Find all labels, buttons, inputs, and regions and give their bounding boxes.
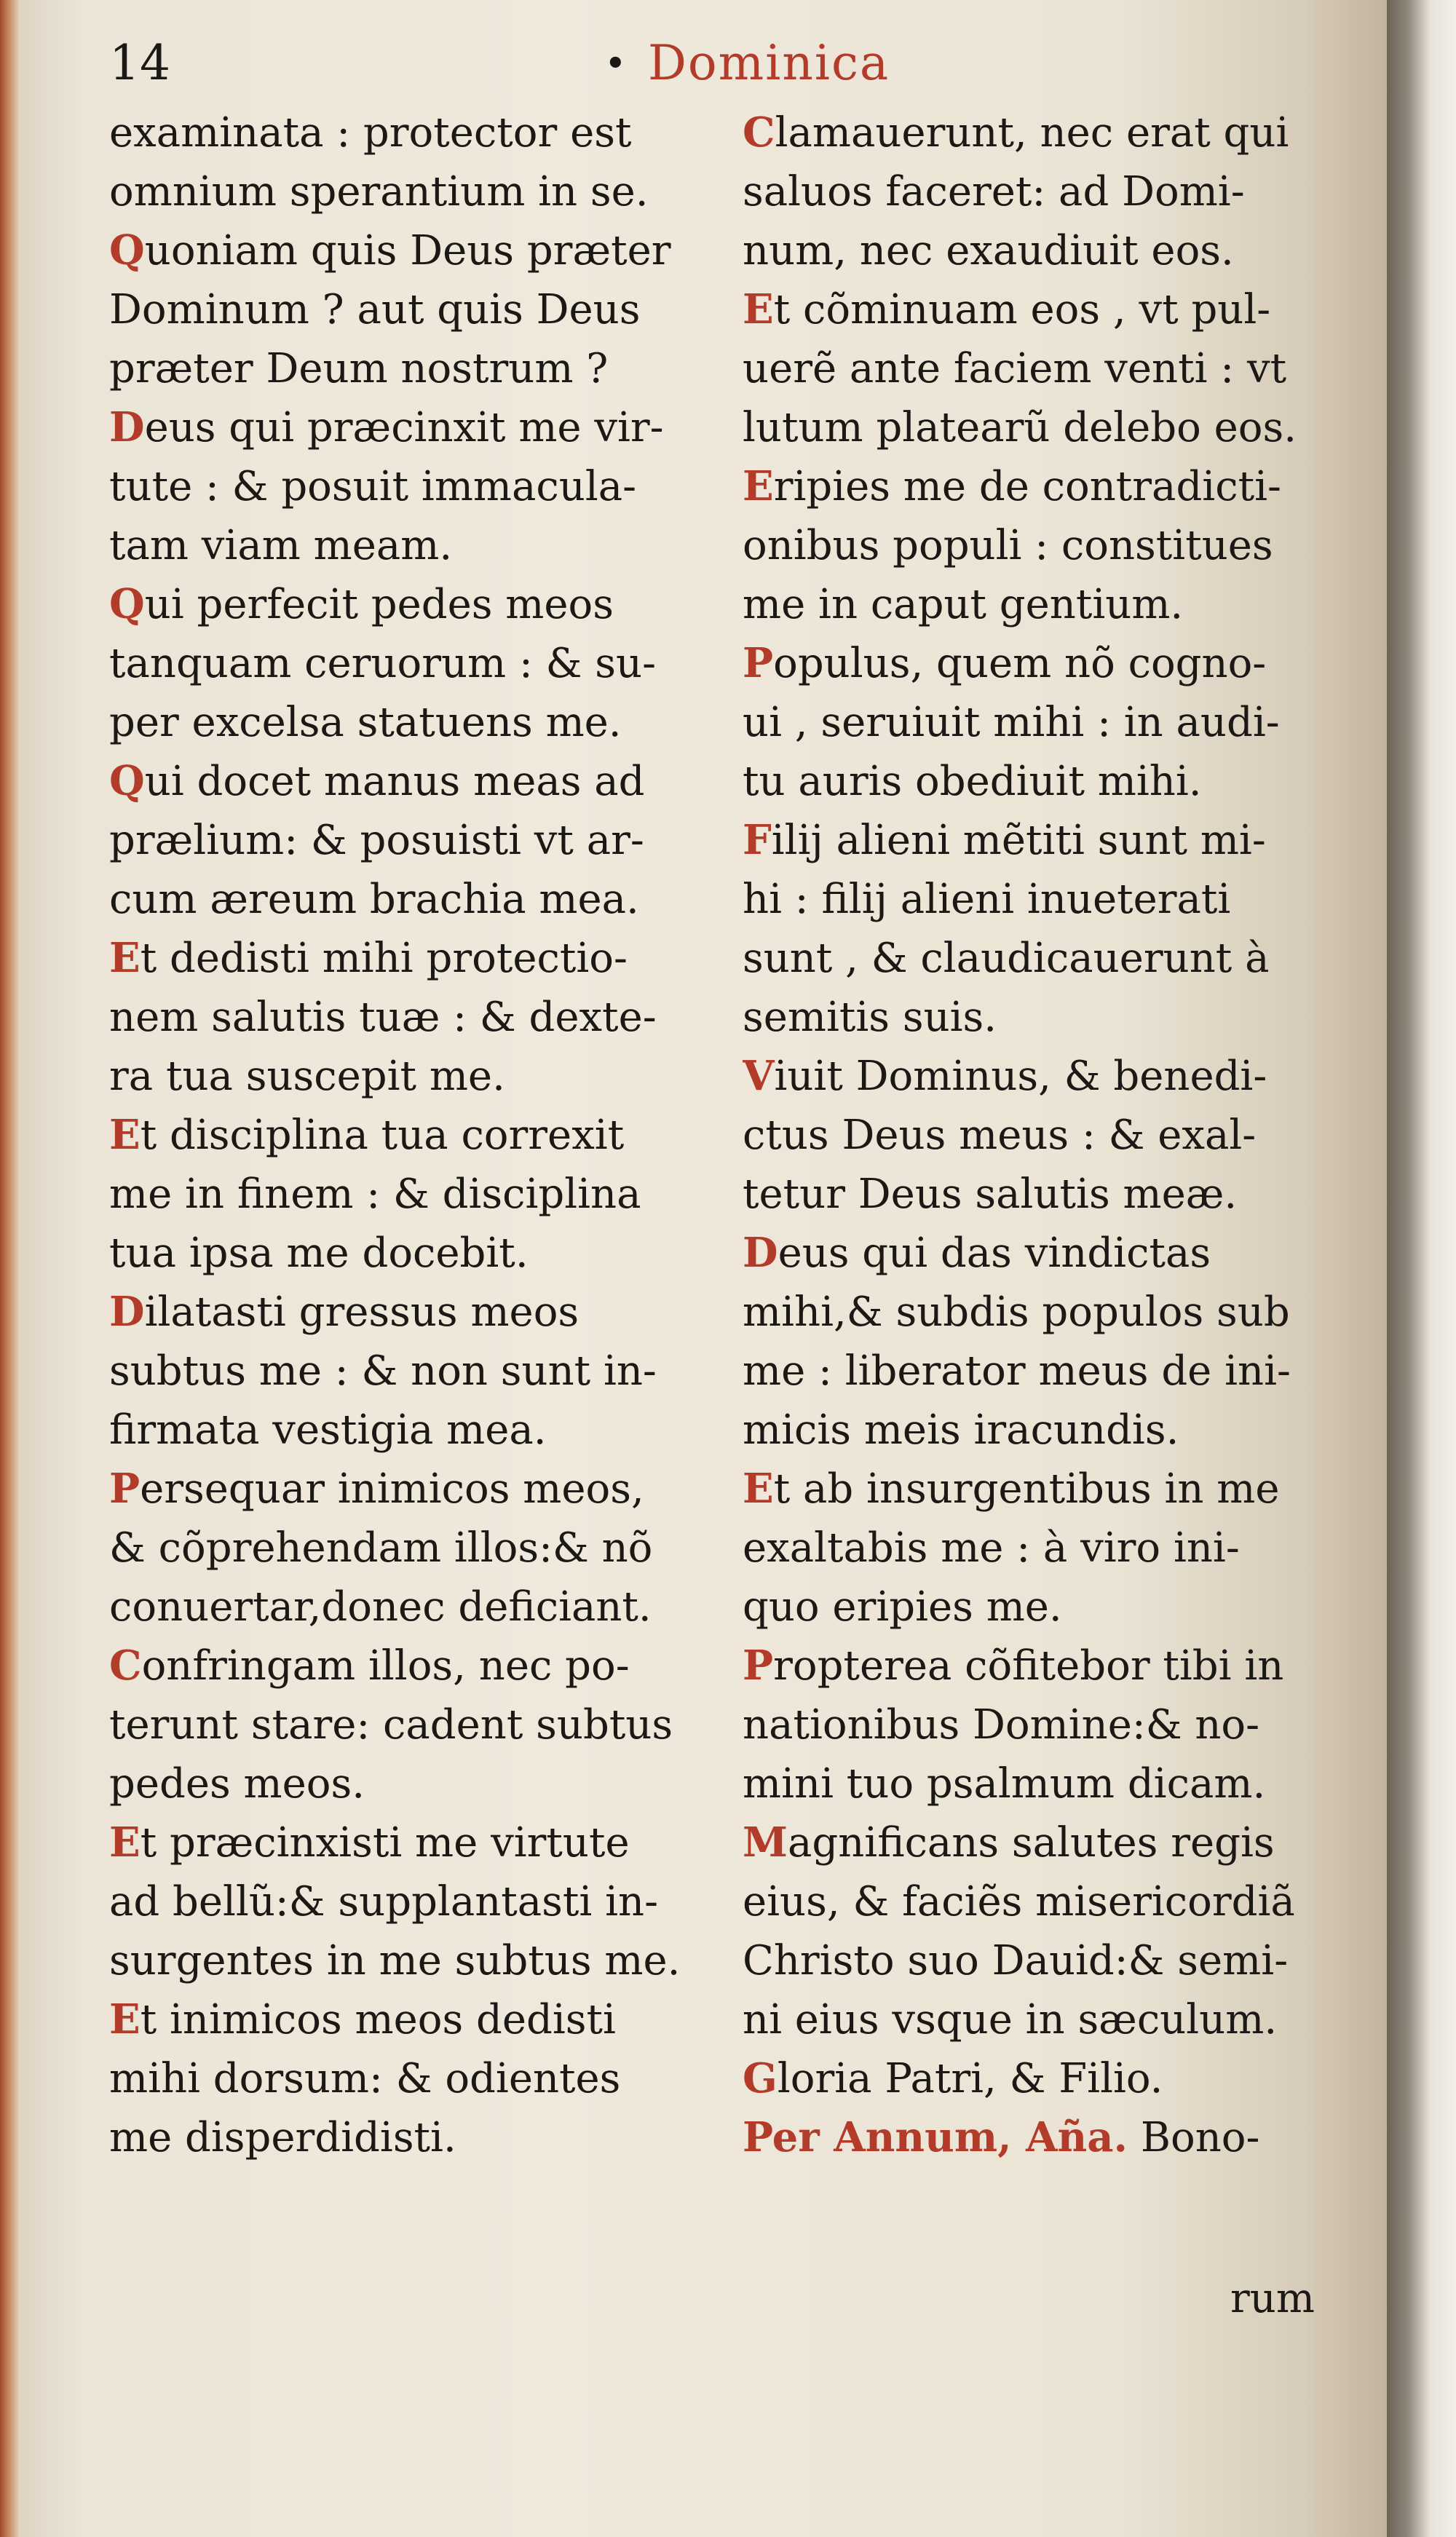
text-line	[743, 280, 1361, 339]
text-line	[109, 1460, 721, 1519]
text-line	[743, 1636, 1361, 1695]
line-text: hi : filij alieni inueterati	[743, 876, 1231, 923]
text-line	[743, 162, 1361, 221]
text-line	[109, 457, 721, 516]
line-text: t præcinxisti me virtute	[140, 1819, 630, 1867]
text-line	[109, 752, 721, 811]
text-line	[109, 162, 721, 221]
text-line	[743, 1813, 1361, 1872]
line-text: ilij alieni mẽtiti sunt mi-	[771, 817, 1266, 864]
text-line	[743, 457, 1361, 516]
text-line	[109, 634, 721, 693]
red-initial: E	[743, 285, 774, 333]
text-line	[109, 988, 721, 1047]
running-head: Dominica	[648, 35, 890, 91]
line-text: firmata vestigia mea.	[109, 1406, 547, 1454]
red-initial: F	[743, 816, 772, 864]
text-line	[743, 516, 1361, 575]
text-line	[743, 1224, 1361, 1283]
text-line	[743, 1754, 1361, 1813]
text-line	[743, 1578, 1361, 1636]
text-line	[109, 693, 721, 752]
line-text: terunt stare: cadent subtus	[109, 1701, 673, 1749]
line-text: ui , seruiuit mihi : in audi-	[743, 699, 1280, 746]
text-line	[109, 1165, 721, 1224]
line-text: t inimicos meos dedisti	[140, 1996, 616, 2043]
line-text: mihi dorsum: & odientes	[109, 2055, 621, 2102]
line-text: sunt , & claudicauerunt à	[743, 935, 1270, 982]
text-line	[743, 1165, 1361, 1224]
text-line	[743, 1106, 1361, 1165]
text-line	[109, 575, 721, 634]
line-text: uoniam quis Deus præter	[144, 227, 671, 274]
red-initial: D	[109, 1288, 145, 1336]
red-initial: Q	[109, 580, 145, 628]
text-line	[743, 752, 1361, 811]
line-text: per excelsa statuens me.	[109, 699, 622, 746]
text-line	[743, 398, 1361, 457]
text-line	[743, 575, 1361, 634]
text-line	[743, 339, 1361, 398]
line-text: nationibus Domine:& no-	[743, 1701, 1260, 1749]
red-initial: M	[743, 1818, 788, 1867]
text-line	[109, 1283, 721, 1342]
line-text: ilatasti gressus meos	[144, 1289, 579, 1336]
text-line	[109, 1342, 721, 1401]
red-initial: E	[109, 1995, 141, 2043]
line-text: t dedisti mihi protectio-	[140, 935, 628, 982]
text-line	[109, 1578, 721, 1636]
text-line	[109, 870, 721, 929]
line-text: onfringam illos, nec po-	[141, 1642, 630, 1690]
line-text: eius, & faciẽs misericordiã	[743, 1878, 1295, 1925]
red-initial: E	[743, 1465, 774, 1513]
line-text: ad bellũ:& supplantasti in-	[109, 1878, 659, 1925]
line-text: me disperdidisti.	[109, 2114, 456, 2161]
line-text: me in finem : & disciplina	[109, 1171, 641, 1218]
text-line	[109, 2108, 721, 2167]
red-initial: E	[109, 1111, 141, 1159]
text-line	[743, 929, 1361, 988]
line-text: mihi,& subdis populos sub	[743, 1289, 1290, 1336]
line-text: ersequar inimicos meos,	[140, 1465, 644, 1513]
line-text: onibus populi : constitues	[743, 522, 1273, 569]
text-line	[109, 221, 721, 280]
line-text: ni eius vsque in sæculum.	[743, 1996, 1278, 2043]
line-text: ui docet manus meas ad	[144, 758, 645, 805]
line-text: omnium sperantium in se.	[109, 168, 649, 215]
line-text: cum æreum brachia mea.	[109, 876, 639, 923]
line-text: eus qui præcinxit me vir-	[144, 404, 664, 451]
red-initial: D	[743, 1229, 778, 1277]
red-initial: E	[109, 934, 141, 982]
text-line	[743, 103, 1361, 162]
line-text: agnificans salutes regis	[788, 1819, 1275, 1867]
text-line	[109, 1754, 721, 1813]
text-line	[743, 1460, 1361, 1519]
line-text: Christo suo Dauid:& semi-	[743, 1937, 1289, 1984]
text-line	[743, 1519, 1361, 1578]
text-line	[109, 1047, 721, 1106]
text-line	[109, 1695, 721, 1754]
text-line	[743, 2108, 1361, 2167]
text-line	[743, 988, 1361, 1047]
red-initial: Q	[109, 757, 145, 805]
line-text: lamauerunt, nec erat qui	[775, 109, 1289, 157]
text-line	[109, 516, 721, 575]
line-text: examinata : protector est	[109, 109, 632, 157]
text-line	[109, 1872, 721, 1931]
text-line	[109, 2049, 721, 2108]
text-line	[743, 221, 1361, 280]
line-text: & cõprehendam illos:& nõ	[109, 1524, 653, 1572]
line-text: me : liberator meus de ini-	[743, 1347, 1291, 1395]
red-initial: Q	[109, 226, 145, 274]
line-text: micis meis iracundis.	[743, 1406, 1179, 1454]
line-text: conuertar,donec deficiant.	[109, 1583, 652, 1631]
line-text: ripies me de contradicti-	[773, 463, 1281, 510]
page-header	[109, 35, 1361, 100]
line-text: t disciplina tua correxit	[140, 1112, 625, 1159]
line-text: tam viam meam.	[109, 522, 453, 569]
text-line	[743, 1990, 1361, 2049]
line-text: saluos faceret: ad Domi-	[743, 168, 1245, 215]
text-line	[109, 339, 721, 398]
text-line	[109, 1106, 721, 1165]
text-line	[109, 1813, 721, 1872]
text-line	[109, 811, 721, 870]
line-text: me in caput gentium.	[743, 581, 1184, 628]
line-text: lutum platearũ delebo eos.	[743, 404, 1297, 451]
text-line	[743, 1931, 1361, 1990]
line-text: prælium: & posuisti vt ar-	[109, 817, 644, 864]
rubric-text: Per Annum, Aña.	[743, 2113, 1128, 2161]
text-line	[743, 1342, 1361, 1401]
line-text: tu auris obediuit mihi.	[743, 758, 1202, 805]
text-line	[743, 1401, 1361, 1460]
text-line	[743, 1872, 1361, 1931]
text-line	[109, 1990, 721, 2049]
text-line	[109, 929, 721, 988]
red-initial: G	[743, 2054, 778, 2102]
line-text: ropterea cõfitebor tibi in	[773, 1642, 1284, 1690]
line-text: eus qui das vindictas	[778, 1230, 1211, 1277]
line-text: loria Patri, & Filio.	[777, 2055, 1163, 2102]
red-initial: C	[743, 108, 775, 157]
catchword: rum	[1230, 2275, 1315, 2322]
text-line	[109, 1636, 721, 1695]
line-text: Bono-	[1128, 2114, 1260, 2161]
red-page-edge	[0, 0, 20, 2537]
line-text: tute : & posuit immacula-	[109, 463, 637, 510]
text-line	[743, 634, 1361, 693]
red-initial: C	[109, 1642, 142, 1690]
facing-page-edge	[1387, 0, 1456, 2537]
red-initial: P	[743, 639, 774, 687]
line-text: pedes meos.	[109, 1760, 365, 1808]
left-text-column	[109, 103, 721, 2167]
text-line	[743, 1283, 1361, 1342]
text-line	[109, 280, 721, 339]
page-number: 14	[109, 35, 170, 91]
red-initial: V	[743, 1052, 775, 1100]
red-initial: E	[743, 462, 774, 510]
line-text: t cõminuam eos , vt pul-	[773, 286, 1271, 333]
line-text: quo eripies me.	[743, 1583, 1062, 1631]
red-initial: E	[109, 1818, 141, 1867]
right-text-column	[743, 103, 1361, 2167]
line-text: exaltabis me : à viro ini-	[743, 1524, 1240, 1572]
line-text: ctus Deus meus : & exal-	[743, 1112, 1257, 1159]
line-text: semitis suis.	[743, 994, 997, 1041]
text-line	[743, 693, 1361, 752]
line-text: iuit Dominus, & benedi-	[774, 1053, 1267, 1100]
line-text: Dominum ? aut quis Deus	[109, 286, 641, 333]
text-line	[743, 2049, 1361, 2108]
line-text: num, nec exaudiuit eos.	[743, 227, 1234, 274]
line-text: mini tuo psalmum dicam.	[743, 1760, 1266, 1808]
line-text: opulus, quem nõ cogno-	[773, 640, 1267, 687]
text-line	[743, 870, 1361, 929]
red-initial: P	[743, 1642, 774, 1690]
line-text: tetur Deus salutis meæ.	[743, 1171, 1238, 1218]
line-text: subtus me : & non sunt in-	[109, 1347, 657, 1395]
red-initial: P	[109, 1465, 141, 1513]
text-line	[743, 1695, 1361, 1754]
line-text: surgentes in me subtus me.	[109, 1937, 681, 1984]
line-text: ui perfecit pedes meos	[144, 581, 614, 628]
line-text: ra tua suscepit me.	[109, 1053, 505, 1100]
line-text: præter Deum nostrum ?	[109, 345, 609, 392]
text-line	[109, 103, 721, 162]
header-dot: •	[604, 42, 627, 86]
line-text: nem salutis tuæ : & dexte-	[109, 994, 657, 1041]
text-line	[109, 398, 721, 457]
line-text: tua ipsa me docebit.	[109, 1230, 529, 1277]
text-line	[109, 1931, 721, 1990]
red-initial: D	[109, 403, 145, 451]
text-line	[109, 1519, 721, 1578]
line-text: tanquam ceruorum : & su-	[109, 640, 656, 687]
text-line	[109, 1224, 721, 1283]
text-line	[743, 1047, 1361, 1106]
text-line	[109, 1401, 721, 1460]
line-text: t ab insurgentibus in me	[773, 1465, 1280, 1513]
line-text: uerẽ ante faciem venti : vt	[743, 345, 1287, 392]
text-line	[743, 811, 1361, 870]
